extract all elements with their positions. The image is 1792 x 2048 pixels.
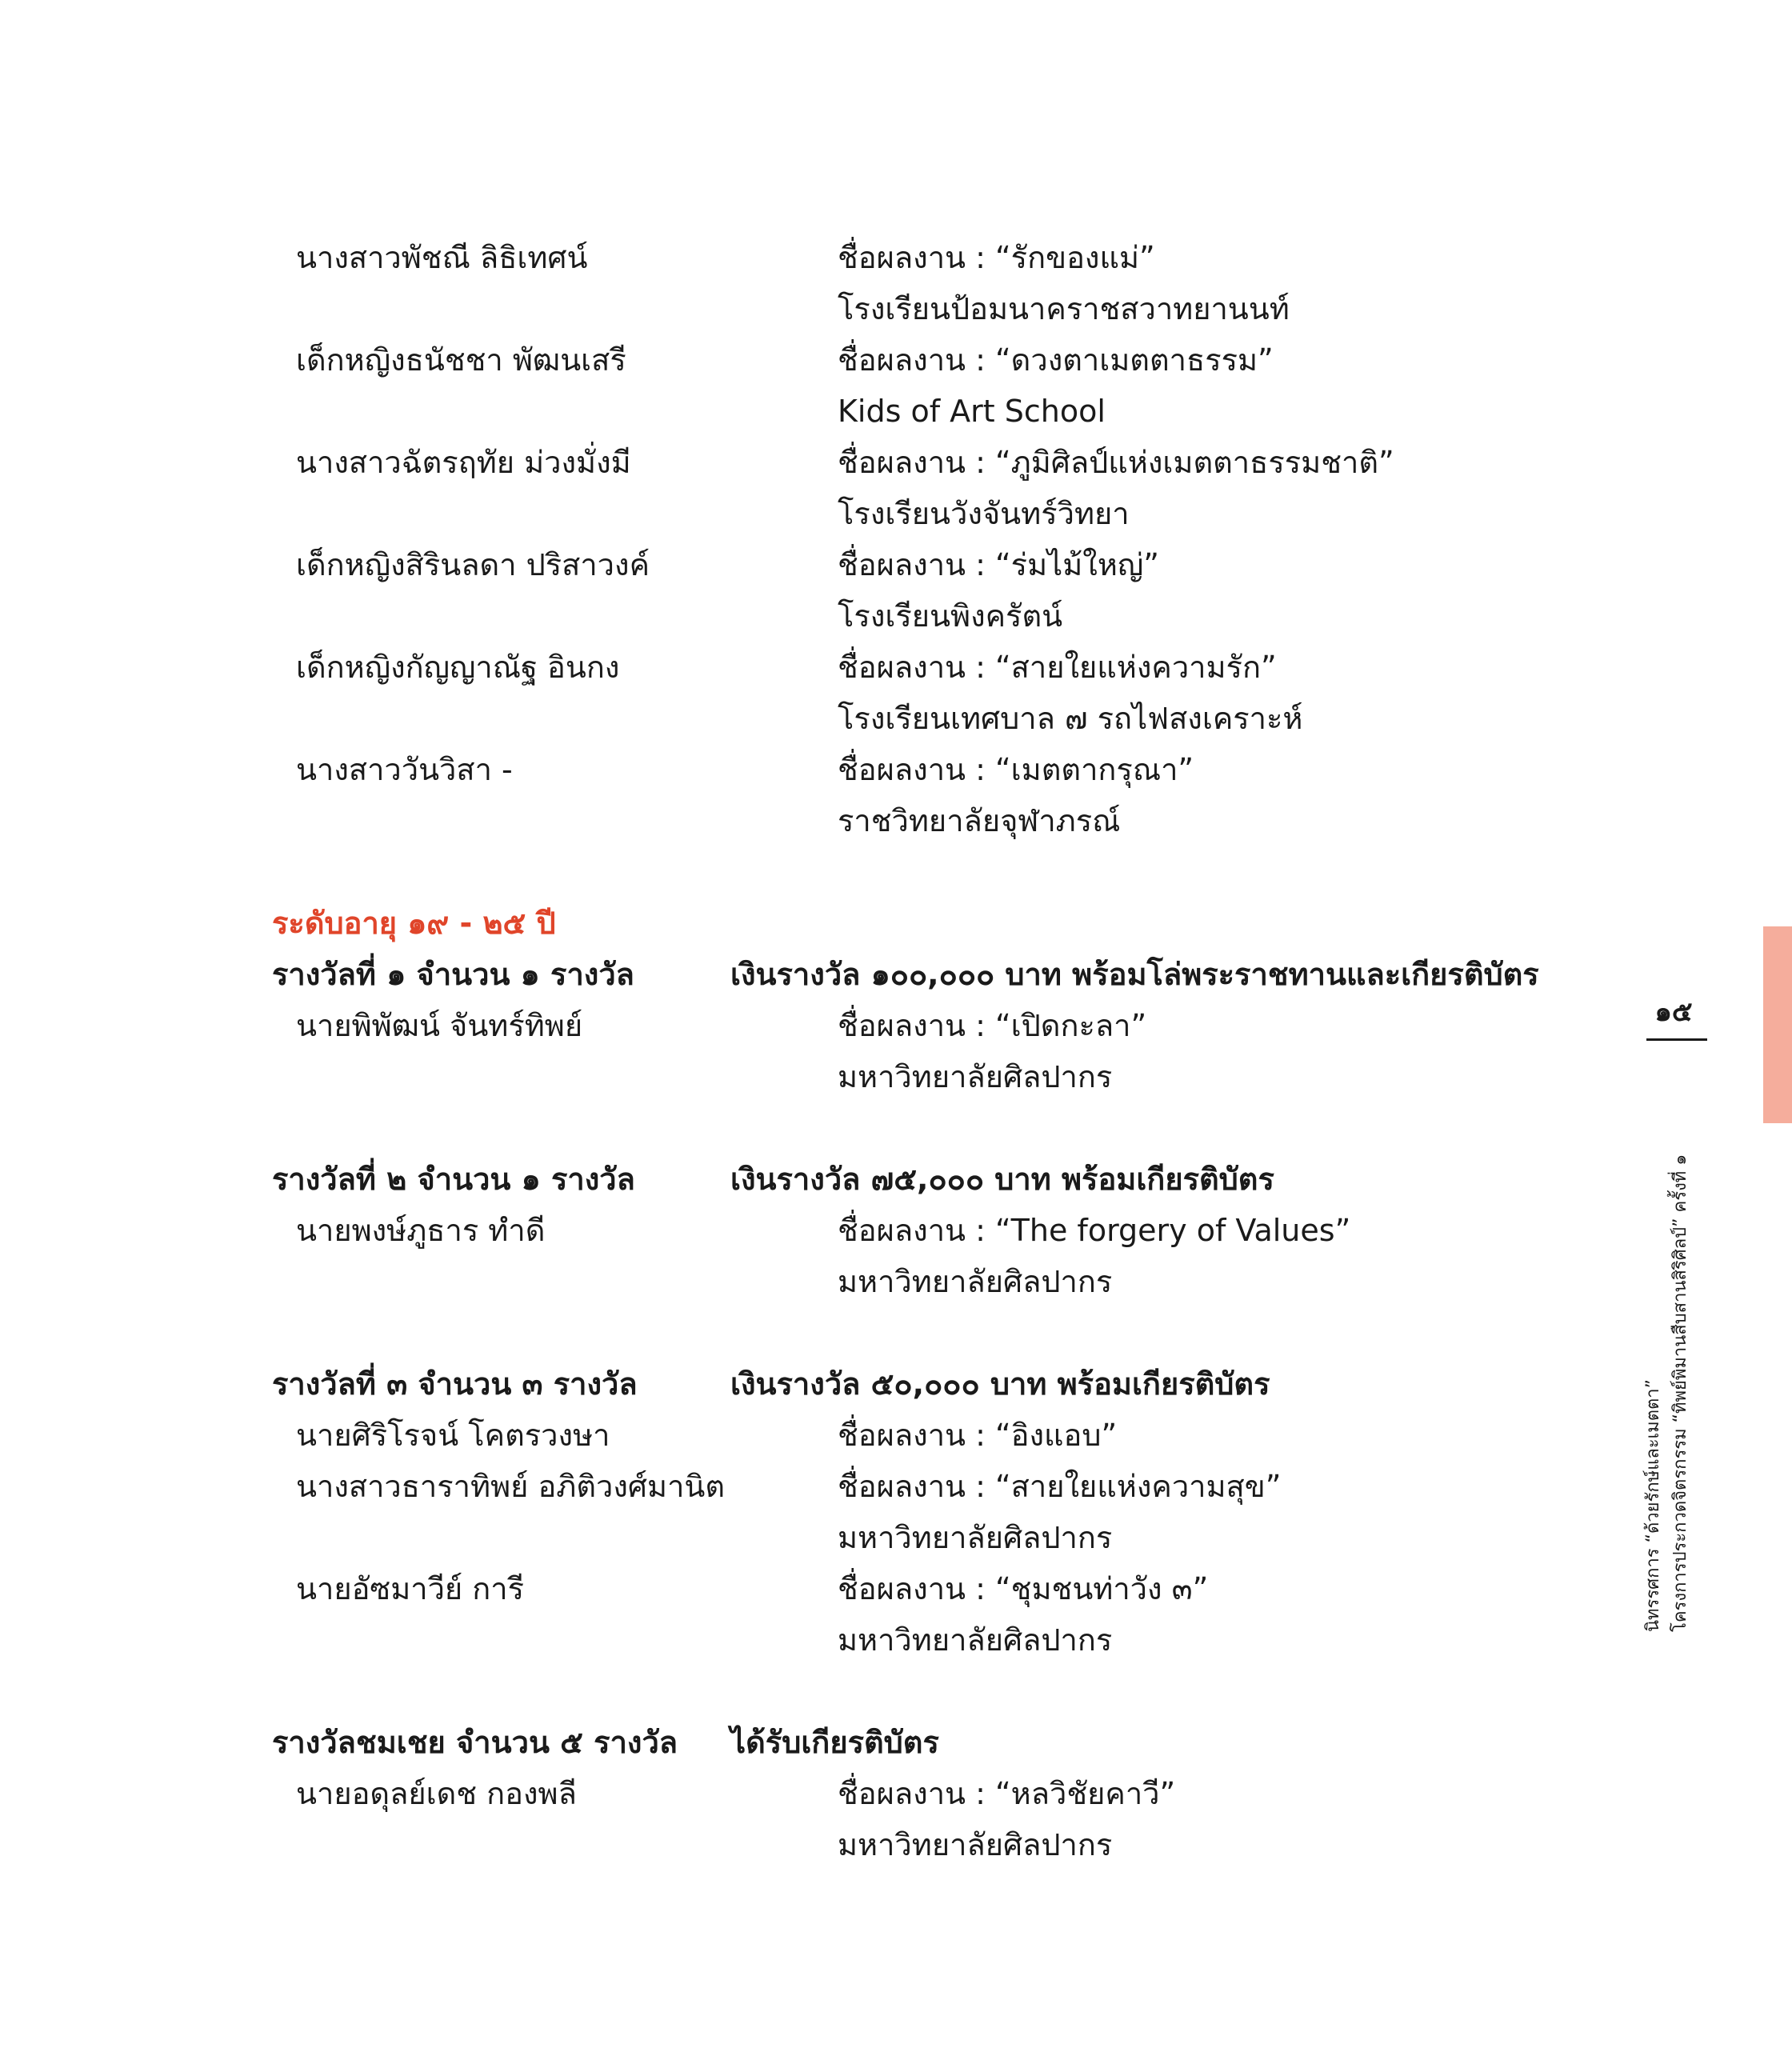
age-section-heading: ระดับอายุ ๑๙ - ๒๕ ปี [272,906,556,941]
entry-school: โรงเรียนป้อมนาคราชสวาทยานนท์ [838,291,1290,326]
entry-work-title: ชื่อผลงาน : “The forgery of Values” [838,1213,1351,1248]
entry-work-title: ชื่อผลงาน : “ภูมิศิลป์แห่งเมตตาธรรมชาติ” [838,445,1394,480]
entry-work-title: ชื่อผลงาน : “เปิดกะลา” [838,1008,1147,1043]
running-title [1640,1104,1720,1632]
entry-name: นางสาววันวิสา - [296,752,513,787]
entry-name: เด็กหญิงกัญญาณัฐ อินกง [296,650,620,685]
entry-name: นางสาวพัชณี ลิธิเทศน์ [296,240,588,275]
entry-school: มหาวิทยาลัยศิลปากร [838,1827,1113,1862]
entry-school: มหาวิทยาลัยศิลปากร [838,1059,1113,1094]
entry-name: นายอัซมาวีย์ การี [296,1571,525,1606]
award-heading: รางวัลที่ ๒ จำนวน ๑ รางวัล [272,1162,635,1197]
entry-name: นางสาวฉัตรฤทัย ม่วงมั่งมี [296,445,631,480]
entry-school: มหาวิทยาลัยศิลปากร [838,1622,1113,1658]
entry-school: ราชวิทยาลัยจุฬาภรณ์ [838,803,1121,838]
entry-name: นายอดุลย์เดช กองพลี [296,1776,577,1811]
running-title-line-1: นิทรรศการ “ด้วยรักษ์และเมตตา” [1643,1378,1663,1632]
entry-name: นายพิพัฒน์ จันทร์ทิพย์ [296,1008,583,1043]
entry-work-title: ชื่อผลงาน : “สายใยแห่งความรัก” [838,650,1277,685]
award-heading: รางวัลชมเชย จำนวน ๕ รางวัล [272,1725,678,1760]
entry-work-title: ชื่อผลงาน : “รักของแม่” [838,240,1155,275]
entry-work-title: ชื่อผลงาน : “ร่มไม้ใหญ่” [838,547,1159,582]
entry-name: เด็กหญิงสิรินลดา ปริสาวงค์ [296,547,650,582]
running-title-line-2: โครงการประกวดจิตรกรรม “ทิพย์พิมานสืบสานสิริศิลป์” ครั้งที่ ๑ [1670,1154,1690,1632]
award-prize: ได้รับเกียรติบัตร [730,1725,939,1760]
award-prize: เงินรางวัล ๗๕,๐๐๐ บาท พร้อมเกียรติบัตร [730,1162,1274,1197]
entry-school: โรงเรียนวังจันทร์วิทยา [838,496,1130,531]
entry-school: โรงเรียนเทศบาล ๗ รถไฟสงเคราะห์ [838,701,1303,736]
entry-name: นายพงษ์ภูธาร ทำดี [296,1213,546,1248]
entry-work-title: ชื่อผลงาน : “ดวงตาเมตตาธรรม” [838,342,1274,378]
page-number: ๑๕ [1654,996,1693,1028]
page-number-rule [1646,1038,1707,1041]
entry-work-title: ชื่อผลงาน : “หลวิชัยคาวี” [838,1776,1176,1811]
entry-school: มหาวิทยาลัยศิลปากร [838,1264,1113,1299]
entry-name: เด็กหญิงธนัชชา พัฒนเสรี [296,342,626,378]
entry-name: นายศิริโรจน์ โคตรวงษา [296,1418,610,1453]
entry-work-title: ชื่อผลงาน : “เมตตากรุณา” [838,752,1194,787]
section-tab-marker [1763,926,1792,1123]
entry-school: Kids of Art School [838,394,1106,429]
award-heading: รางวัลที่ ๑ จำนวน ๑ รางวัล [272,957,634,992]
award-prize: เงินรางวัล ๕๐,๐๐๐ บาท พร้อมเกียรติบัตร [730,1366,1270,1402]
entry-school: โรงเรียนพิงครัตน์ [838,598,1063,634]
entry-name: นางสาวธาราทิพย์ อภิติวงศ์มานิต [296,1469,726,1504]
award-heading: รางวัลที่ ๓ จำนวน ๓ รางวัล [272,1366,638,1402]
entry-work-title: ชื่อผลงาน : “สายใยแห่งความสุข” [838,1469,1282,1504]
entry-work-title: ชื่อผลงาน : “อิงแอบ” [838,1418,1118,1453]
award-prize: เงินรางวัล ๑๐๐,๐๐๐ บาท พร้อมโล่พระราชทานและเกียรติบัตร [730,957,1539,992]
entry-work-title: ชื่อผลงาน : “ชุมชนท่าวัง ๓” [838,1571,1209,1606]
entry-school: มหาวิทยาลัยศิลปากร [838,1520,1113,1555]
